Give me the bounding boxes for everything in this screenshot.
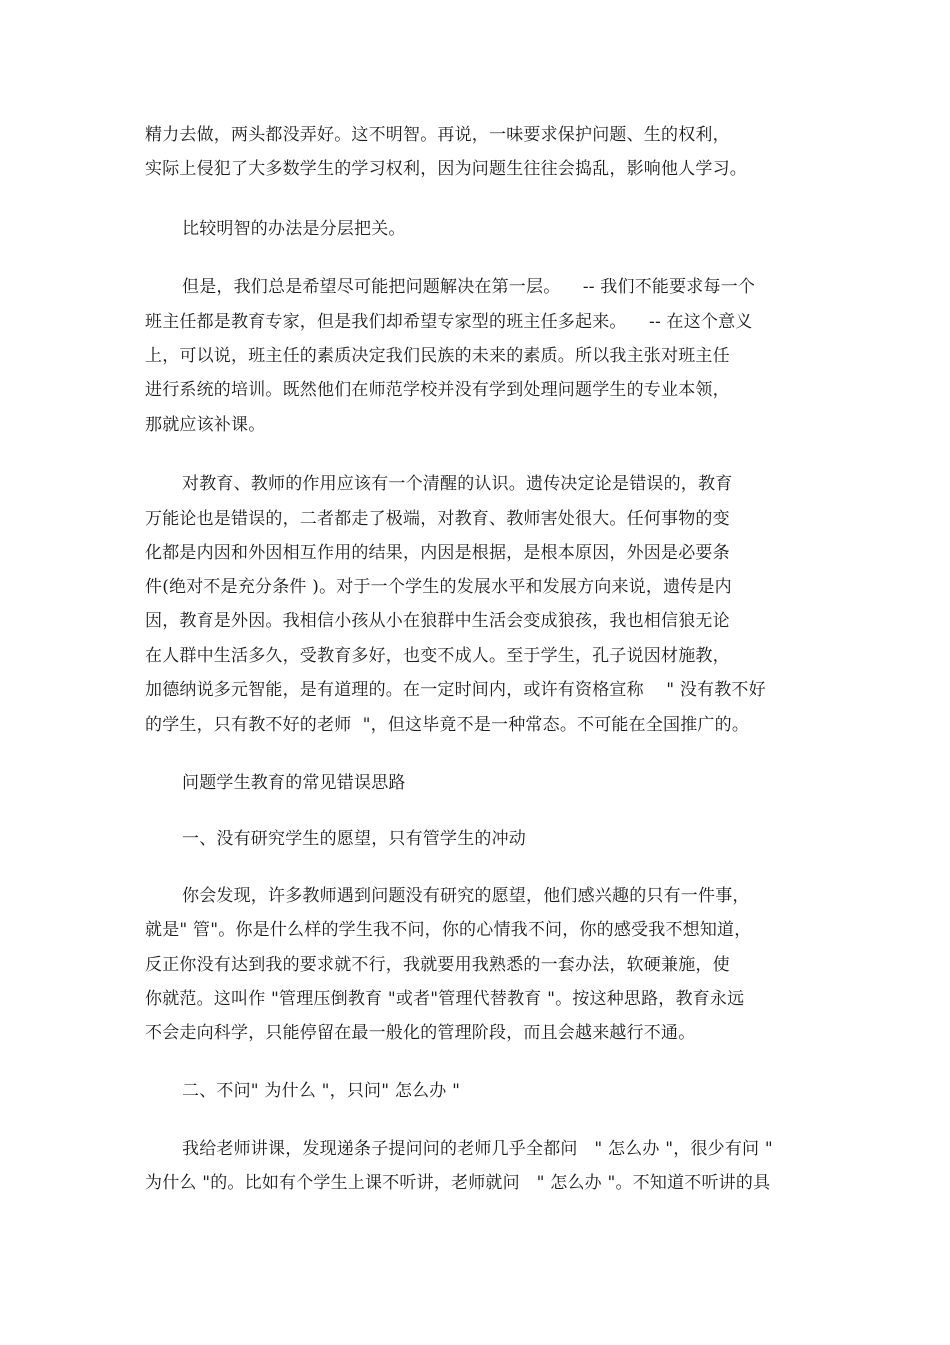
section-heading: 问题学生教育的常见错误思路 (182, 773, 406, 793)
text-line: 你就范。这叫作 "管理压倒教育 "或者"管理代替教育 "。按这种思路，教育永远 (145, 989, 745, 1009)
text-line: 你会发现，许多教师遇到问题没有研究的愿望，他们感兴趣的只有一件事， (182, 886, 750, 906)
text-line: 比较明智的办法是分层把关。 (182, 219, 406, 239)
text-line: 不会走向科学，只能停留在最一般化的管理阶段，而且会越来越行不通。 (145, 1023, 696, 1043)
text-line: 的学生，只有教不好的老师 "，但这毕竟不是一种常态。不可能在全国推广的。 (145, 715, 750, 735)
text-line: 加德纳说多元智能，是有道理的。在一定时间内，或许有资格宣称 " 没有教不好 (145, 680, 766, 700)
text-line: 上，可以说，班主任的素质决定我们民族的未来的素质。所以我主张对班主任 (145, 346, 730, 366)
text-line: 反正你没有达到我的要求就不行，我就要用我熟悉的一套办法，软硬兼施，使 (145, 955, 730, 975)
text-line: 实际上侵犯了大多数学生的学习权利，因为问题生往往会捣乱，影响他人学习。 (145, 159, 747, 179)
text-line: 我给老师讲课，发现递条子提问问的老师几乎全都问 " 怎么办 "，很少有问 " (182, 1139, 773, 1159)
text-line: 化都是内因和外因相互作用的结果，内因是根据，是根本原因，外因是必要条 (145, 543, 730, 563)
text-line: 因，教育是外因。我相信小孩从小在狼群中生活会变成狼孩，我也相信狼无论 (145, 611, 730, 631)
text-line: 但是，我们总是希望尽可能把问题解决在第一层。 -- 我们不能要求每一个 (182, 277, 756, 297)
text-line: 为什么 "的。比如有个学生上课不听讲，老师就问 " 怎么办 "。不知道不听讲的具 (145, 1173, 771, 1193)
subheading: 二、不问" 为什么 "，只问" 怎么办 " (182, 1081, 461, 1101)
text-line: 万能论也是错误的，二者都走了极端，对教育、教师害处很大。任何事物的变 (145, 509, 730, 529)
text-line: 件(绝对不是充分条件 )。对于一个学生的发展水平和发展方向来说，遗传是内 (145, 577, 732, 597)
text-line: 在人群中生活多久，受教育多好，也变不成人。至于学生，孔子说因材施教， (145, 646, 730, 666)
text-line: 就是" 管"。你是什么样的学生我不问，你的心情我不问，你的感受我不想知道， (145, 920, 752, 940)
text-line: 精力去做，两头都没弄好。这不明智。再说，一味要求保护问题、生的权利， (145, 125, 730, 145)
text-line: 进行系统的培训。既然他们在师范学校并没有学到处理问题学生的专业本领， (145, 380, 730, 400)
text-line: 对教育、教师的作用应该有一个清醒的认识。遗传决定论是错误的，教育 (182, 474, 733, 494)
text-line: 那就应该补课。 (145, 415, 266, 435)
text-line: 班主任都是教育专家，但是我们却希望专家型的班主任多起来。 -- 在这个意义 (145, 312, 753, 332)
subheading: 一、没有研究学生的愿望，只有管学生的冲动 (182, 829, 526, 849)
